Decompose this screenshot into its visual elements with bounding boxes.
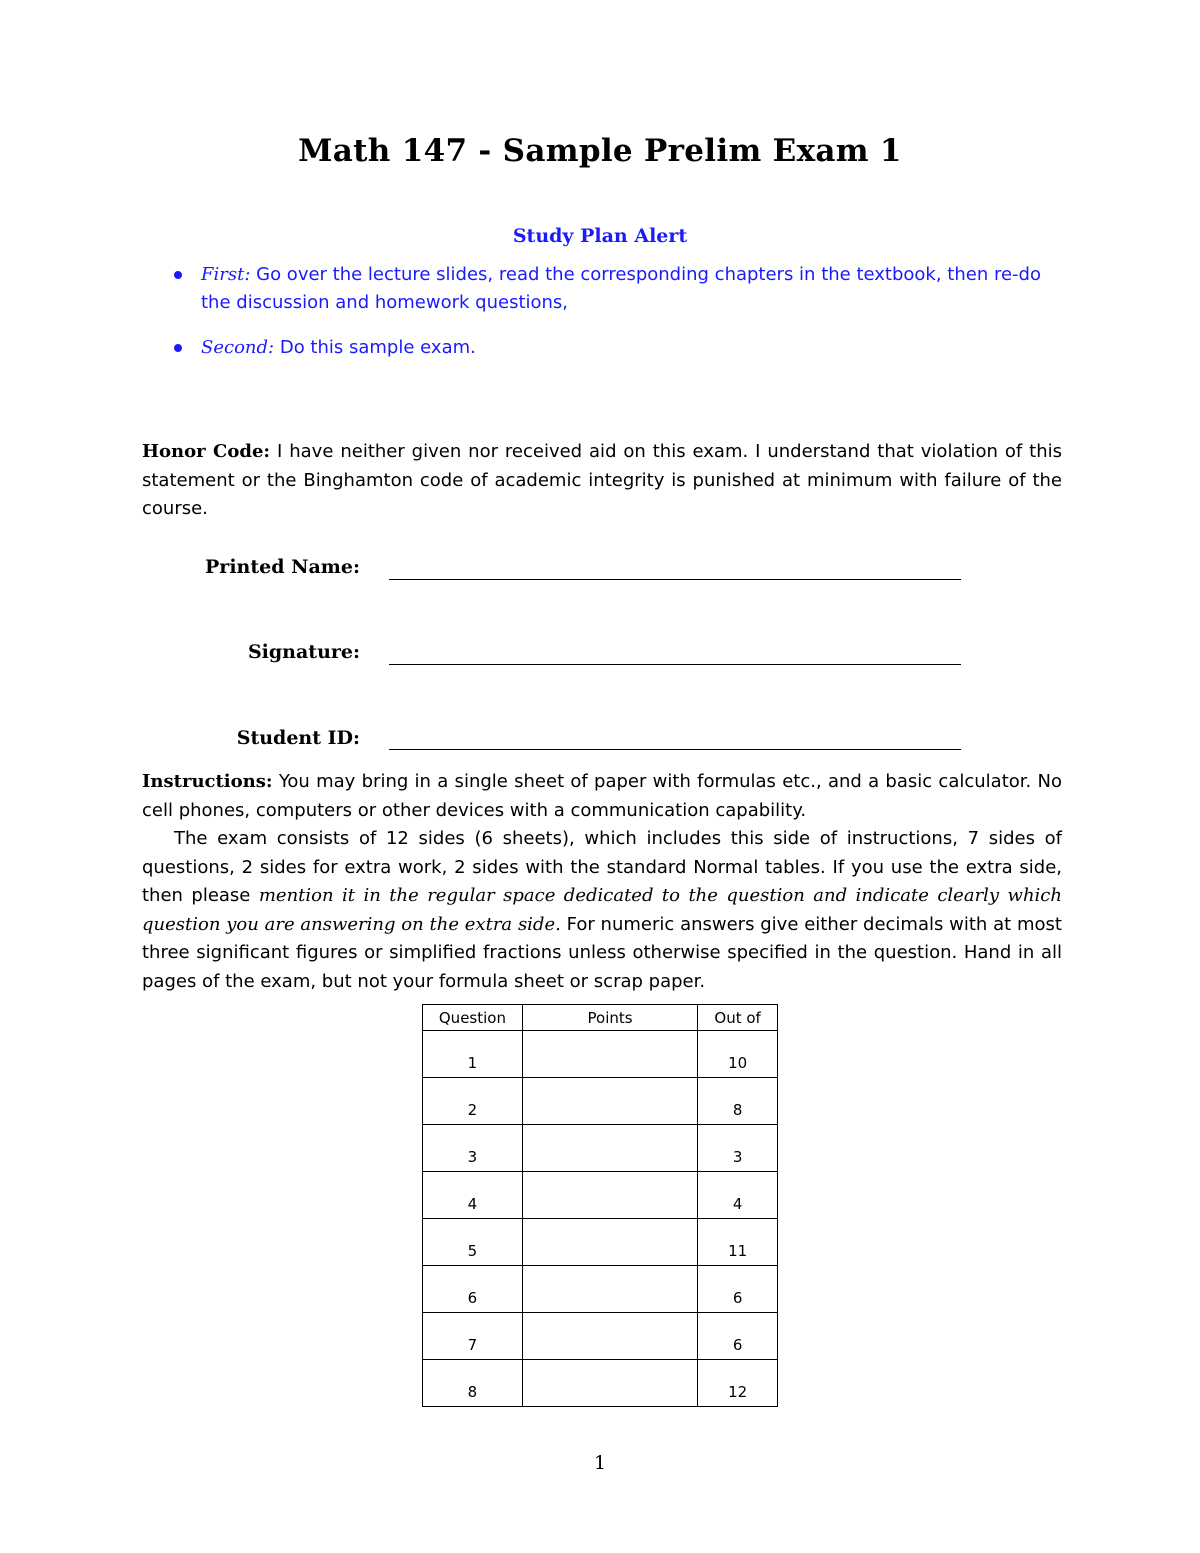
page-title: Math 147 - Sample Prelim Exam 1 xyxy=(298,133,902,169)
table-row xyxy=(423,1031,778,1078)
student-id-line[interactable] xyxy=(389,749,961,750)
study-plan-heading: Study Plan Alert xyxy=(512,225,688,247)
score-table xyxy=(422,1004,778,1407)
table-row xyxy=(423,1078,778,1125)
bullet-icon xyxy=(174,344,182,352)
instructions-text: You may bring in a single sheet of paper with formulas etc., and a basic calculator. No cell phones, computers or other devices with a communication capability. xyxy=(142,771,1062,821)
question-number: 6 xyxy=(423,1266,523,1313)
instructions-emphasis: mention it in the regular space dedicated to the question and indicate clearly which question you are answering on the extra side. xyxy=(142,885,1062,935)
question-number: 1 xyxy=(423,1031,523,1078)
table-row xyxy=(423,1219,778,1266)
instructions-text: For numeric answers give either decimals with at most three significant figures or simplified fractions unless otherwise specified in the question. Hand in all pages of the exam, but not your formula sheet or scrap paper. xyxy=(142,913,1062,992)
out-of-cell: 10 xyxy=(698,1031,778,1078)
printed-name-label: Printed Name: xyxy=(205,556,360,578)
study-plan-item-second xyxy=(174,334,1064,362)
points-cell[interactable] xyxy=(522,1219,697,1266)
question-number: 3 xyxy=(423,1125,523,1172)
table-row xyxy=(423,1266,778,1313)
question-number: 2 xyxy=(423,1078,523,1125)
table-row xyxy=(423,1172,778,1219)
study-plan-list xyxy=(174,261,1064,362)
study-plan-item-text: Do this sample exam. xyxy=(279,337,476,358)
honor-code-label: Honor Code: xyxy=(142,441,271,462)
honor-code-text: I have neither given nor received aid on this exam. I understand that violation of this statement or the Binghamton code of academic integrity is punished at minimum with failure of the course. xyxy=(142,441,1062,519)
question-number: 7 xyxy=(423,1313,523,1360)
page-number: 1 xyxy=(593,1452,607,1474)
signature-line[interactable] xyxy=(389,664,961,665)
out-of-cell: 8 xyxy=(698,1078,778,1125)
instructions xyxy=(142,768,1062,996)
column-header-out-of: Out of xyxy=(698,1005,778,1031)
column-header-question: Question xyxy=(423,1005,523,1031)
table-row xyxy=(423,1313,778,1360)
score-table-header-row xyxy=(423,1005,778,1031)
question-number: 8 xyxy=(423,1360,523,1407)
printed-name-line[interactable] xyxy=(389,579,961,580)
bullet-icon xyxy=(174,271,182,279)
out-of-cell: 6 xyxy=(698,1266,778,1313)
table-row xyxy=(423,1360,778,1407)
instructions-text: The exam consists of 12 sides (6 sheets), which includes this side of instructions, 7 sides of questions, 2 sides for extra work, 2 sides with the standard Normal tables. If you use the extra side, then please xyxy=(142,828,1062,906)
points-cell[interactable] xyxy=(522,1313,697,1360)
instructions-paragraph-2 xyxy=(142,825,1062,996)
table-row xyxy=(423,1125,778,1172)
honor-code xyxy=(142,438,1062,524)
study-plan-item-lead: Second: xyxy=(201,337,275,358)
instructions-paragraph-1 xyxy=(142,768,1062,825)
points-cell[interactable] xyxy=(522,1266,697,1313)
points-cell[interactable] xyxy=(522,1031,697,1078)
column-header-points: Points xyxy=(522,1005,697,1031)
study-plan-item-lead: First: xyxy=(201,264,251,285)
out-of-cell: 4 xyxy=(698,1172,778,1219)
out-of-cell: 6 xyxy=(698,1313,778,1360)
points-cell[interactable] xyxy=(522,1078,697,1125)
instructions-label: Instructions: xyxy=(142,771,273,792)
points-cell[interactable] xyxy=(522,1172,697,1219)
signature-label: Signature: xyxy=(247,641,360,663)
student-id-label: Student ID: xyxy=(236,727,360,749)
out-of-cell: 12 xyxy=(698,1360,778,1407)
question-number: 4 xyxy=(423,1172,523,1219)
out-of-cell: 11 xyxy=(698,1219,778,1266)
study-plan-item-text: Go over the lecture slides, read the corresponding chapters in the textbook, then re-do the discussion and homework questions, xyxy=(201,264,1041,313)
study-plan-item-first xyxy=(174,261,1064,317)
points-cell[interactable] xyxy=(522,1360,697,1407)
out-of-cell: 3 xyxy=(698,1125,778,1172)
question-number: 5 xyxy=(423,1219,523,1266)
points-cell[interactable] xyxy=(522,1125,697,1172)
